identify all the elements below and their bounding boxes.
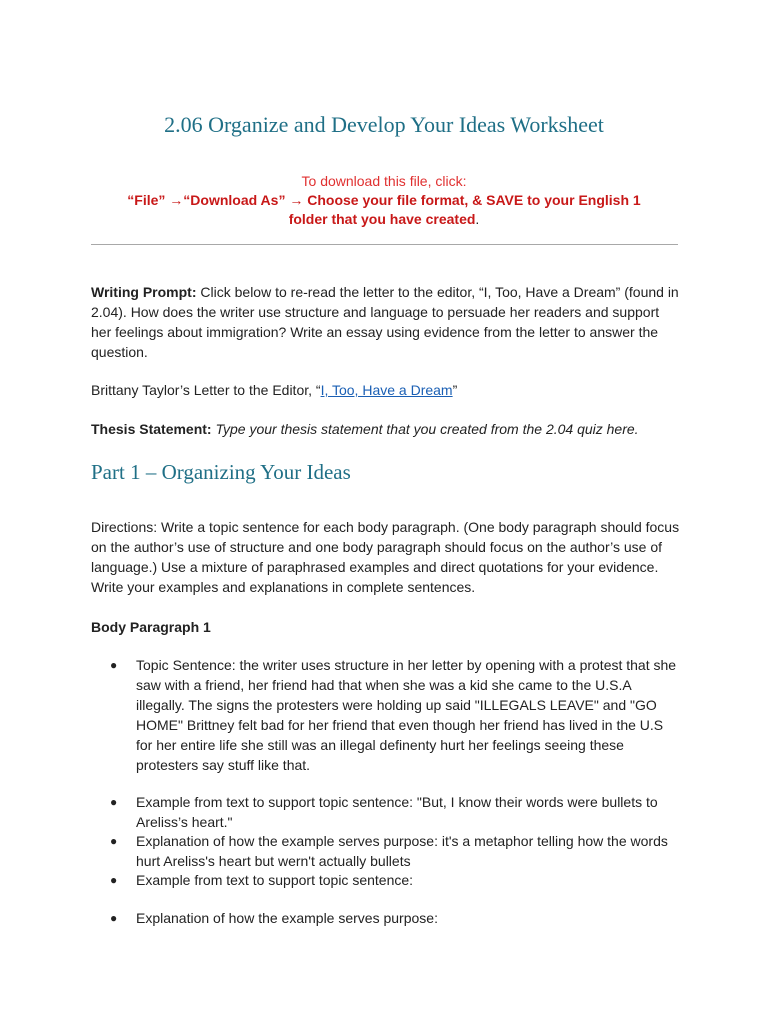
download-instruction-folder-text: folder that you have created: [288, 211, 476, 227]
part1-heading: Part 1 – Organizing Your Ideas: [91, 460, 351, 484]
thesis-statement: [91, 419, 681, 439]
download-instruction-intro: To download this file, click:: [301, 173, 467, 189]
bullet-icon: ●: [110, 873, 118, 887]
writing-prompt-text: Click below to re-read the letter to the editor, “I, Too, Have a Dream” (found in 2.04). How does the writer use structure and language to persuade her readers and support her feelings about immigration? Write an essay using evidence from the letter to answer the question.: [91, 284, 679, 360]
bullet-icon: ●: [110, 795, 118, 809]
download-instructions: [0, 172, 768, 229]
thesis-label: Thesis Statement:: [91, 421, 212, 437]
download-instruction-period: .: [475, 211, 480, 227]
example-1[interactable]: Example from text to support topic sentence: "But, I know their words were bullets to Areliss’s heart.": [136, 794, 658, 830]
thesis-text[interactable]: Type your thesis statement that you created from the 2.04 quiz here.: [211, 421, 639, 437]
worksheet-title: 2.06 Organize and Develop Your Ideas Worksheet: [164, 112, 604, 137]
bullet-icon: ●: [110, 834, 118, 848]
topic-sentence-1[interactable]: Topic Sentence: the writer uses structure in her letter by opening with a protest that she saw with a friend, her friend had that when she was a kid she came to the U.S.A illegally. The signs the protesters were holding up said "ILLEGALS LEAVE" and "GO HOME" Brittney felt bad for her friend that even though her friend has lived in the U.S for her entire life she still was an illegal definenty hurt her feelings seeing these protesters say stuff like that.: [136, 657, 677, 773]
letter-reference-suffix: ”: [452, 382, 458, 398]
letter-reference: [91, 380, 681, 400]
directions-text: Directions: Write a topic sentence for each body paragraph. (One body paragraph should focus on the author’s use of structure and one body paragraph should focus on the author’s use of language.) Use a mixture of paraphrased examples and direct quotations for your evidence. Write your examples and explanations in complete sentences.: [91, 519, 680, 595]
writing-prompt: [91, 282, 681, 362]
letter-reference-prefix: Brittany Taylor’s Letter to the Editor, “: [91, 382, 321, 398]
example-2[interactable]: Example from text to support topic sentence:: [136, 872, 414, 888]
bullet-icon: ●: [110, 911, 118, 925]
explanation-2[interactable]: Explanation of how the example serves purpose:: [136, 910, 438, 926]
writing-prompt-label: Writing Prompt:: [91, 284, 197, 300]
download-instruction-folder: [0, 210, 768, 229]
body-paragraph-1-heading: Body Paragraph 1: [91, 619, 211, 635]
bullet-icon: ●: [110, 658, 118, 672]
explanation-1[interactable]: Explanation of how the example serves purpose: it's a metaphor telling how the words hurt Areliss's heart but wern't actually bullets: [136, 833, 668, 869]
horizontal-divider: [91, 244, 678, 245]
download-instruction-steps: “File” →“Download As” → Choose your file format, & SAVE to your English 1: [127, 192, 641, 208]
letter-link[interactable]: I, Too, Have a Dream: [320, 382, 453, 398]
